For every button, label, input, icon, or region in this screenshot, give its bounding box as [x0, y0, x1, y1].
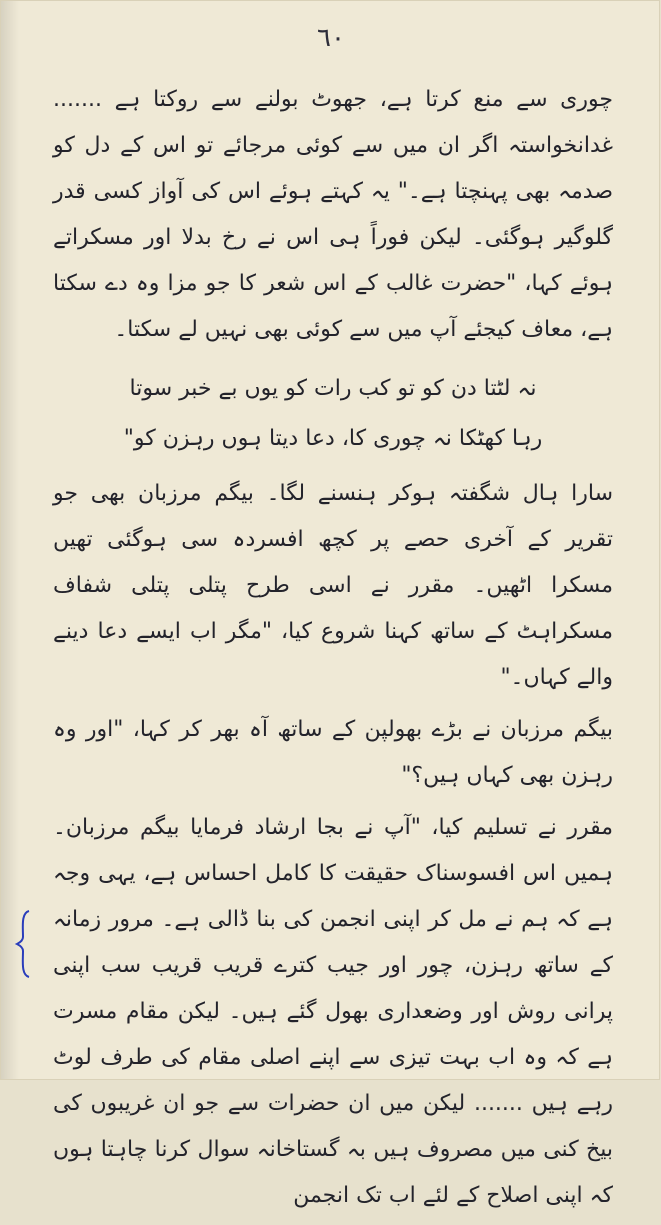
margin-bracket-mark	[15, 909, 33, 979]
verse-line-1: نہ لٹتا دن کو تو کب رات کو یوں بے خبر سوتا	[129, 376, 537, 401]
page-number: ٦٠	[317, 23, 345, 53]
paragraph-2: سارا ہال شگفتہ ہوکر ہنسنے لگا۔ بیگم مرزبان بھی جو تقریر کے آخری حصے پر کچھ افسردہ سی ہوگئی تھیں مسکرا اٹھیں۔ مقرر نے اسی طرح پتلی پتلی شفاف مسکراہٹ کے ساتھ کہنا شروع کیا، "مگر اب ایسے دعا دینے والے کہاں۔"	[53, 481, 613, 690]
paragraph-3: بیگم مرزبان نے بڑے بھولپن کے ساتھ آہ بھر کر کہا، "اور وہ رہزن بھی کہاں ہیں؟"	[53, 717, 613, 788]
paragraph-4: مقرر نے تسلیم کیا، "آپ نے بجا ارشاد فرمایا بیگم مرزبان۔ ہمیں اس افسوسناک حقیقت کا کامل احساس ہے، یہی وجہ ہے کہ ہم نے مل کر اپنی انجمن کی بنا ڈالی ہے۔ مرور زمانہ کے ساتھ رہزن، چور اور جیب کترے قریب قریب سب اپنی پرانی روش اور وضعداری بھول گئے ہیں۔ لیکن مقام مسرت ہے کہ وہ اب بہت تیزی سے اپنے اصلی مقام کی طرف لوٹ رہے ہیں ....... لیکن میں ان حضرات سے جو ان غریبوں کی بیخ کنی میں مصروف ہیں بہ گستاخانہ سوال کرنا چاہتا ہوں کہ اپنی اصلاح کے لئے اب تک انجمن	[53, 815, 613, 1208]
page-body	[53, 71, 613, 1225]
paragraph-1: چوری سے منع کرتا ہے، جھوٹ بولنے سے روکتا ہے ....... غدانخواستہ اگر ان میں سے کوئی مرجائے تو اس کے دل کو صدمہ بھی پہنچتا ہے۔" یہ کہتے ہوئے اس کی آواز کسی قدر گلوگیر ہوگئی۔ لیکن فوراً ہی اس نے رخ بدلا اور مسکراتے ہوئے کہا، "حضرت غالب کے اس شعر کا جو مزا وہ دے سکتا ہے، معاف کیجئے آپ میں سے کوئی بھی نہیں لے سکتا۔	[53, 87, 613, 342]
verse-line-2: رہا کھٹکا نہ چوری کا، دعا دیتا ہوں رہزن کو"	[123, 426, 543, 451]
verse-couplet	[53, 367, 613, 461]
